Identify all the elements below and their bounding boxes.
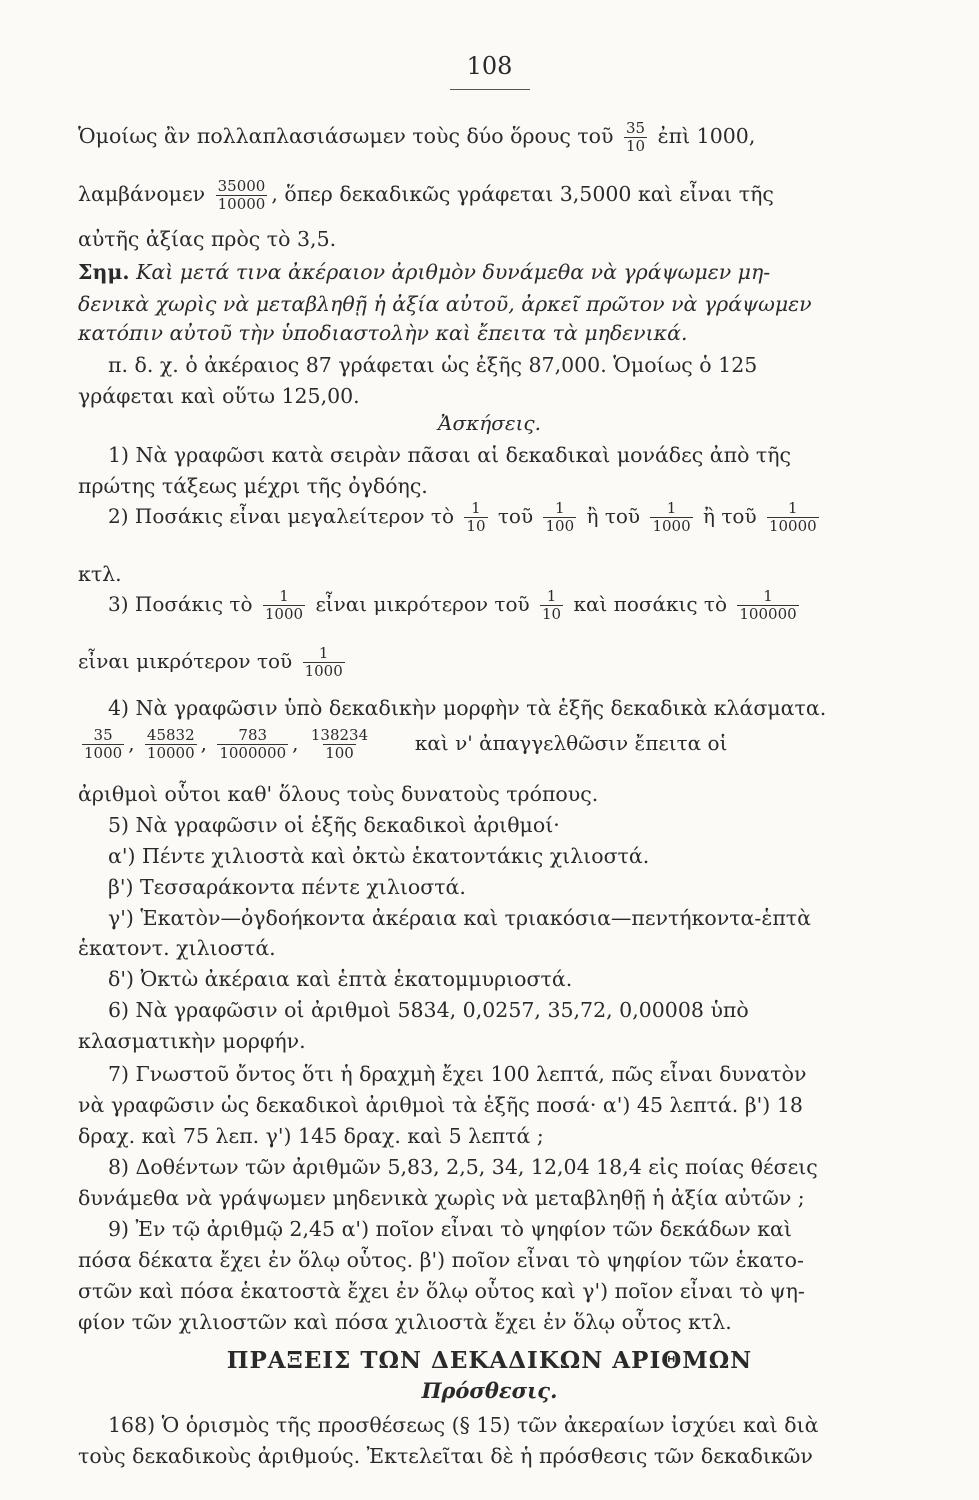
exercise-2-line [108,500,823,535]
exercise-3-line [108,588,803,623]
exercise-3-line [78,645,349,680]
fraction-numerator: 1 [471,499,481,517]
text-line [78,178,898,213]
text-span: ἢ τοῦ [703,504,757,528]
text-span: Ὁμοίως ἂν πολλαπλασιάσωμεν τοὺς δύο ὅρους τοῦ [78,124,614,148]
text-span: 2) Ποσάκις εἶναι μεγαλείτερον τὸ [108,504,455,528]
text-line: 8) Δοθέντων τῶν ἀριθμῶν 5,83, 2,5, 34, 12,04 18,4 εἰς ποίας θέσεις [108,1155,818,1179]
exercises-title: Ἀσκήσεις. [438,411,541,435]
fraction [217,727,288,762]
text-span: ἢ τοῦ [586,504,641,528]
fraction [145,727,197,762]
fraction [540,588,563,623]
text-line: ἀριθμοὶ οὗτοι καθ' ὅλους τοὺς δυνατοὺς τρόπους. [78,782,599,806]
fraction-denominator: 10 [466,517,486,535]
text-line: α') Πέντε χιλιοστὰ καὶ ὀκτὼ ἑκατοντάκις χιλιοστά. [108,844,650,868]
text-line: δ') Ὀκτὼ ἀκέραια καὶ ἑπτὰ ἑκατομμυριοστά. [108,967,573,991]
text-line: τοὺς δεκαδικοὺς ἀριθμούς. Ἐκτελεῖται δὲ ἡ πρόσθεσις τῶν δεκαδικῶν [78,1444,813,1468]
text-span: καὶ ν' ἀπαγγελθῶσιν ἔπειτα οἱ [414,731,728,755]
fraction-denominator: 100000 [739,605,797,623]
fraction [309,727,370,762]
text-line: 5) Νὰ γραφῶσιν οἱ ἑξῆς δεκαδικοὶ ἀριθμοί· [108,813,560,837]
fraction-numerator: 138234 [310,726,369,744]
text-line: δυνάμεθα νὰ γράψωμεν μηδενικὰ χωρὶς νὰ μεταβληθῇ ἡ ἀξία αὐτῶν ; [78,1186,805,1210]
text-line: π. δ. χ. ὁ ἀκέραιος 87 γράφεται ὡς ἐξῆς 87,000. Ὁμοίως ὁ 125 [108,353,758,377]
fraction [82,727,124,762]
text-line: ἑκατοντ. χιλιοστά. [78,936,276,960]
page-number-rule [450,89,530,90]
text-span: ἐπὶ 1000, [657,124,756,148]
text-line: 9) Ἐν τῷ ἀριθμῷ 2,45 α') ποῖον εἶναι τὸ ψηφίον τῶν δεκάδων καὶ [108,1217,792,1241]
text-line: 7) Γνωστοῦ ὄντος ὅτι ἡ δραχμὴ ἔχει 100 λεπτά, πῶς εἶναι δυνατὸν [108,1062,807,1086]
text-line: πρώτης τάξεως μέχρι τῆς ὀγδόης. [78,474,428,498]
exercise-4-fractions: $\frac{35}{1000}$ , $\frac{45832}{10000}$ , $\frac{783}{1000000}$ , $\frac{138234}{100}$ καὶ ν' ἀπαγγελθῶσιν ἔπειτα οἱ [84,726,728,762]
fraction [737,588,798,623]
fraction [624,120,647,155]
text-line: 1) Νὰ γραφῶσι κατὰ σειρὰν πᾶσαι αἱ δεκαδικαὶ μονάδες ἀπὸ τῆς [108,443,792,467]
fraction-numerator: 1 [546,587,557,605]
text-line: γράφεται καὶ οὕτω 125,00. [78,384,360,408]
text-span: λαμβάνομεν [78,182,206,206]
text-line: πόσα δέκατα ἔχει ἐν ὅλῳ οὗτος. β') ποῖον εἶναι τὸ ψηφίον τῶν ἑκατο- [78,1248,804,1272]
fraction-numerator: 35 [93,726,113,744]
fraction-denominator: 10000 [768,517,817,535]
fraction [216,178,268,213]
text-span: εἶναι μικρότερον τοῦ [315,592,530,616]
text-span: Καὶ μετά τινα ἀκέραιον ἀριθμὸν δυνάμεθα νὰ γράψωμεν μη- [136,260,771,284]
fraction-denominator: 10000 [146,744,195,762]
fraction-numerator: 1 [763,587,773,605]
fraction [464,500,487,535]
text-span: τοῦ [497,504,534,528]
text-line: νὰ γραφῶσιν ὡς δεκαδικοὶ ἀριθμοὶ τὰ ἑξῆς ποσά· α') 45 λεπτά. β') 18 [78,1093,803,1117]
text-line: β') Τεσσαράκοντα πέντε χιλιοστά. [108,875,466,899]
fraction-denominator: 1000 [304,662,343,680]
text-span: εἶναι μικρότερον τοῦ [78,649,293,673]
fraction [650,500,692,535]
fraction-denominator: 10 [626,137,646,155]
fraction [543,500,576,535]
text-line: φίον τῶν χιλιοστῶν καὶ πόσα χιλιοστὰ ἔχει ἐν ὅλῳ οὗτος κτλ. [78,1310,732,1334]
fraction-denominator: 1000 [84,744,123,762]
fraction [303,645,345,680]
note-line: κατόπιν αὐτοῦ τὴν ὑποδιαστολὴν καὶ ἔπειτα τὰ μηδενικά. [78,321,688,345]
text-line [78,120,898,155]
page-number: 108 [466,52,513,80]
note-line: δενικὰ χωρὶς νὰ μεταβληθῇ ἡ ἀξία αὐτοῦ, ἀρκεῖ πρῶτον νὰ γράψωμεν [78,292,812,316]
text-line: 6) Νὰ γραφῶσιν οἱ ἀριθμοὶ 5834, 0,0257, 35,72, 0,00008 ὑπὸ [108,998,749,1022]
fraction-denominator: 1000000 [219,744,287,762]
fraction-numerator: 1 [318,644,329,662]
section-title: ΠΡΑΞΕΙΣ ΤΩΝ ΔΕΚΑΔΙΚΩΝ ΑΡΙΘΜΩΝ [226,1347,753,1374]
text-line: δραχ. καὶ 75 λεπ. γ') 145 δραχ. καὶ 5 λεπτά ; [78,1124,544,1148]
note-line [78,258,898,286]
text-line: γ') Ἑκατὸν—ὀγδοήκοντα ἀκέραια καὶ τριακόσια—πεντήκοντα-ἑπτὰ [108,906,811,930]
fraction-numerator: 1 [279,587,289,605]
note-label: Σημ. [78,260,130,284]
fraction-denominator: 1000 [264,605,304,623]
text-span: καὶ ποσάκις τὸ [573,592,728,616]
text-line: αὐτῆς ἀξίας πρὸς τὸ 3,5. [78,227,337,251]
fraction-denominator: 1000 [652,517,691,535]
text-line: 168) Ὁ ὁρισμὸς τῆς προσθέσεως (§ 15) τῶν ἀκεραίων ἰσχύει καὶ διὰ [108,1413,819,1437]
fraction [767,500,819,535]
fraction-numerator: 1 [555,499,565,517]
text-line: στῶν καὶ πόσα ἑκατοστὰ ἔχει ἐν ὅλῳ οὗτος καὶ γ') ποῖον εἶναι τὸ ψη- [78,1279,805,1303]
fraction-denominator: 100 [545,517,575,535]
fraction-denominator: 10000 [217,195,266,213]
fraction [263,588,305,623]
text-line: κλασματικὴν μορφήν. [78,1029,306,1053]
fraction-numerator: 1 [666,499,677,517]
fraction-denominator: 10 [542,605,562,623]
fraction-numerator: 35000 [217,177,266,195]
fraction-denominator: 100 [325,744,354,762]
fraction-numerator: 35 [626,119,646,137]
fraction-numerator: 783 [238,726,268,744]
fraction-numerator: 1 [788,499,798,517]
text-span: , ὅπερ δεκαδικῶς γράφεται 3,5000 καὶ εἶναι τῆς [271,182,774,206]
text-line: 4) Νὰ γραφῶσιν ὑπὸ δεκαδικὴν μορφὴν τὰ ἑξῆς δεκαδικὰ κλάσματα. [108,696,827,720]
text-span: 3) Ποσάκις τὸ [108,592,253,616]
text-line: κτλ. [78,562,122,586]
section-subtitle: Πρόσθεσις. [421,1378,558,1403]
fraction-numerator: 45832 [146,726,195,744]
